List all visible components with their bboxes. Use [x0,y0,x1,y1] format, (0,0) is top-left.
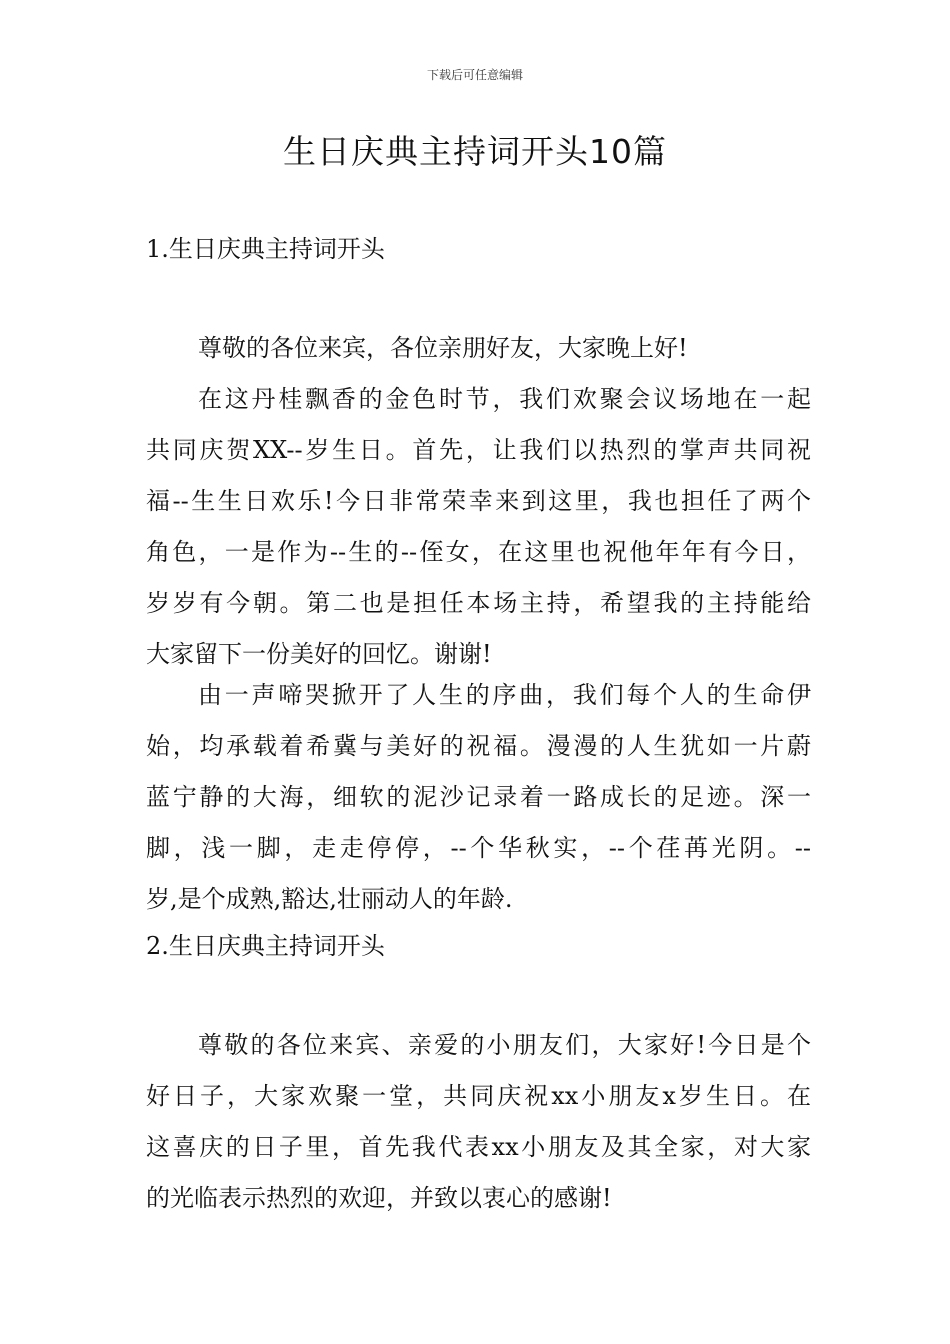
paragraph-line: 脚，浅一脚，走走停停，--个华秋实，--个荏苒光阴。-- [146,834,811,862]
document-title: 生日庆典主持词开头10篇 [283,132,667,171]
paragraph-line: 大家留下一份美好的回忆。谢谢! [146,640,492,668]
section-heading-2: 2.生日庆典主持词开头 [146,932,385,960]
paragraph-line: 岁岁有今朝。第二也是担任本场主持，希望我的主持能给 [146,589,811,617]
paragraph-line: 由一声啼哭掀开了人生的序曲，我们每个人的生命伊 [198,681,811,709]
paragraph-life [146,670,811,925]
paragraph-greeting-1 [146,323,811,374]
paragraph-line: 的光临表示热烈的欢迎，并致以衷心的感谢! [146,1184,612,1212]
paragraph-line: 始，均承载着希冀与美好的祝福。漫漫的人生犹如一片蔚 [146,732,811,760]
paragraph-line: 尊敬的各位来宾、亲爱的小朋友们，大家好!今日是个 [198,1031,811,1059]
paragraph-line: 福--生生日欢乐!今日非常荣幸来到这里，我也担任了两个 [146,487,811,515]
paragraph-line: 岁,是个成熟,豁达,壮丽动人的年龄. [146,885,513,913]
paragraph-line: 共同庆贺XX--岁生日。首先，让我们以热烈的掌声共同祝 [146,436,811,464]
paragraph-intro [146,374,811,680]
paragraph-line: 尊敬的各位来宾，各位亲朋好友，大家晚上好! [198,334,688,362]
paragraph-line: 好日子，大家欢聚一堂，共同庆祝xx小朋友x岁生日。在 [146,1082,811,1110]
paragraph-line: 角色，一是作为--生的--侄女，在这里也祝他年年有今日， [146,538,811,566]
paragraph-line: 蓝宁静的大海，细软的泥沙记录着一路成长的足迹。深一 [146,783,811,811]
paragraph-line: 在这丹桂飘香的金色时节，我们欢聚会议场地在一起 [198,385,811,413]
paragraph-greeting-2 [146,1020,811,1224]
header-note: 下载后可任意编辑 [426,68,523,82]
section-heading-1: 1.生日庆典主持词开头 [146,235,385,263]
paragraph-line: 这喜庆的日子里，首先我代表xx小朋友及其全家，对大家 [146,1133,811,1161]
